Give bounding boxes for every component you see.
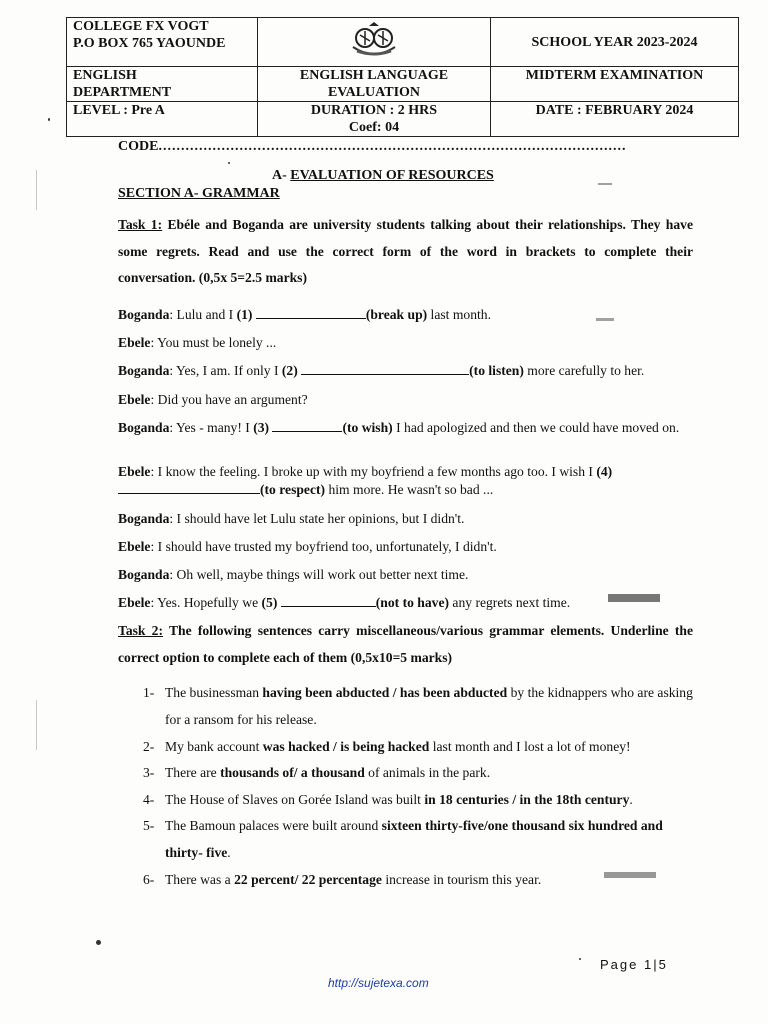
section-heading-prefix: A-: [272, 168, 291, 183]
scan-speck: [48, 118, 50, 121]
logo-cell: [258, 18, 491, 67]
speaker-name: Boganda: [118, 363, 170, 378]
coefficient: Coef: 04: [348, 120, 400, 135]
answer-options[interactable]: sixteen thirty-five/one thousand six hundred and thirty- five: [165, 818, 663, 860]
dialogue-line: Ebele: You must be lonely ...: [118, 335, 277, 350]
dialogue-line: Boganda: Yes, I am. If only I (2) (to listen) more carefully to her.: [118, 363, 645, 378]
item-text: [165, 759, 695, 786]
scan-mark: [596, 318, 614, 321]
dialogue-line: Ebele: Did you have an argument?: [118, 392, 308, 407]
verb-hint: (to listen): [469, 363, 524, 378]
dialogue-line: Boganda: Yes - many! I (3) (to wish) I had apologized and then we could have moved on.: [118, 420, 680, 435]
blank-number: (3): [253, 420, 273, 435]
dialogue-text: last month.: [427, 307, 491, 322]
school-address: P.O BOX 765 YAOUNDE: [73, 36, 226, 51]
dialogue-line: Boganda: Lulu and I (1) (break up) last month.: [118, 307, 491, 322]
grammar-item: [143, 759, 703, 786]
scan-mark: [36, 170, 37, 210]
verb-hint: (break up): [365, 307, 428, 322]
task1-text: Ebéle and Boganda are university students talking about their relationships. They have some regrets. Read and use the correct form of the word in brackets to complete their conversation. (0,5x 5=2.5 marks): [118, 217, 693, 285]
school-year: SCHOOL YEAR 2023-2024: [531, 34, 698, 50]
grammar-item: [143, 786, 703, 813]
item-text-post: .: [629, 792, 633, 807]
item-number: 5-: [143, 818, 155, 833]
dialogue-text: I had apologized and then we could have moved on.: [392, 420, 680, 435]
answer-blank[interactable]: [272, 419, 342, 432]
verb-hint: (to wish): [342, 420, 393, 435]
grammar-item: [143, 812, 703, 866]
item-text: [165, 679, 695, 733]
dialogue-text: any regrets next time.: [449, 595, 571, 610]
scan-mark: [598, 183, 612, 185]
verb-hint: (not to have): [375, 595, 450, 610]
item-text: [165, 812, 695, 866]
dialogue-text: more carefully to her.: [523, 363, 645, 378]
grammar-item: [143, 679, 703, 733]
dialogue-text: I should have let Lulu state her opinions, but I didn't.: [173, 511, 465, 526]
level: LEVEL : Pre A: [73, 103, 165, 118]
dialogue-text: Did you have an argument?: [154, 392, 308, 407]
item-text: [165, 866, 695, 893]
blank-number: (5): [261, 595, 281, 610]
answer-options[interactable]: was hacked / is being hacked: [262, 739, 430, 754]
dialogue-line: Boganda: I should have let Lulu state her opinions, but I didn't.: [118, 511, 465, 526]
subject-line2: EVALUATION: [327, 85, 421, 100]
duration: DURATION : 2 HRS: [310, 103, 438, 118]
exam-date: DATE : FEBRUARY 2024: [535, 103, 694, 118]
code-line: [118, 139, 626, 155]
department-line2: DEPARTMENT: [73, 85, 172, 100]
item-text: [165, 786, 695, 813]
page-number: Page 1|5: [600, 957, 668, 972]
scan-speck: [579, 958, 581, 960]
duration-cell: [258, 102, 491, 137]
blank-number: (1): [236, 307, 256, 322]
subject-cell: [258, 67, 491, 102]
dialogue-text: Yes - many! I: [173, 420, 254, 435]
speaker-name: Ebele: [118, 539, 151, 554]
exam-cell: [491, 67, 739, 102]
task1-label: Task 1:: [118, 217, 163, 232]
speaker-name: Ebele: [118, 392, 151, 407]
scan-speck: [228, 162, 230, 164]
school-cell: [67, 18, 258, 67]
date-cell: [491, 102, 739, 137]
department-line1: ENGLISH: [73, 68, 137, 83]
item-number: 4-: [143, 792, 155, 807]
school-year-cell: [491, 18, 739, 67]
dialogue-line: Boganda: Oh well, maybe things will work out better next time.: [118, 567, 469, 582]
item-number: 1-: [143, 685, 155, 700]
dialogue-text: Lulu and I: [173, 307, 237, 322]
scan-mark: [36, 700, 37, 750]
blank-number: (4): [596, 464, 613, 479]
dialogue-text: I know the feeling. I broke up with my boyfriend a few months ago too. I wish I: [154, 464, 597, 479]
speaker-name: Boganda: [118, 307, 170, 322]
subject-line1: ENGLISH LANGUAGE: [299, 68, 449, 83]
dialogue-text: Oh well, maybe things will work out better next time.: [173, 567, 469, 582]
verb-hint: (to respect): [260, 482, 326, 497]
dialogue-text: him more. He wasn't so bad ...: [325, 482, 494, 497]
item-text-pre: The House of Slaves on Gorée Island was built: [165, 792, 425, 807]
item-text-post: increase in tourism this year.: [381, 872, 542, 887]
task1-instructions: [118, 212, 693, 292]
dialogue-text: You must be lonely ...: [154, 335, 277, 350]
item-text-post: by the kidnappers who are asking for a ransom for his release.: [165, 685, 693, 727]
dialogue-text: Yes, I am. If only I: [173, 363, 282, 378]
grammar-item: [143, 866, 703, 893]
item-text-post: of animals in the park.: [364, 765, 491, 780]
dialogue-line: Ebele: Yes. Hopefully we (5) (not to have) any regrets next time.: [118, 595, 571, 610]
item-text-pre: There was a: [165, 872, 235, 887]
dialogue-text: I should have trusted my boyfriend too, unfortunately, I didn't.: [154, 539, 497, 554]
task2-text: The following sentences carry miscellaneous/various grammar elements. Underline the correct option to complete each of them (0,5x10=5 marks): [118, 623, 693, 665]
item-text-post: .: [227, 845, 231, 860]
level-cell: [67, 102, 258, 137]
item-text-post: last month and I lost a lot of money!: [429, 739, 631, 754]
answer-blank[interactable]: [281, 594, 376, 607]
item-number: 6-: [143, 872, 155, 887]
item-text-pre: The Bamoun palaces were built around: [165, 818, 382, 833]
scan-mark: [604, 872, 656, 878]
answer-options[interactable]: in 18 centuries / in the 18th century: [424, 792, 630, 807]
dialogue-text: Yes. Hopefully we: [154, 595, 262, 610]
item-number: 2-: [143, 739, 155, 754]
answer-blank[interactable]: [256, 306, 366, 319]
dialogue-line: Ebele: I know the feeling. I broke up with my boyfriend a few months ago too. I wish I (4) (to respect) him more. He wasn't so bad ...: [118, 464, 613, 497]
department-cell: [67, 67, 258, 102]
code-label: CODE: [118, 139, 159, 154]
speaker-name: Ebele: [118, 595, 151, 610]
item-text-pre: The businessman: [165, 685, 263, 700]
speaker-name: Ebele: [118, 464, 151, 479]
section-heading: [272, 168, 494, 184]
task2-label: Task 2:: [118, 623, 164, 638]
section-heading-title: EVALUATION OF RESOURCES: [290, 168, 494, 183]
answer-options[interactable]: having been abducted / has been abducted: [262, 685, 508, 700]
speaker-name: Boganda: [118, 511, 170, 526]
answer-options[interactable]: 22 percent/ 22 percentage: [234, 872, 382, 887]
code-dots: ........................................................................................................: [158, 139, 627, 154]
speaker-name: Ebele: [118, 335, 151, 350]
footer-url: http://sujetexa.com: [328, 976, 429, 990]
scan-mark: [608, 594, 660, 602]
header-table: [66, 17, 739, 137]
speaker-name: Boganda: [118, 420, 170, 435]
speaker-name: Boganda: [118, 567, 170, 582]
item-text: [165, 733, 695, 760]
item-text-pre: My bank account: [165, 739, 263, 754]
grammar-item: [143, 733, 703, 760]
task2-instructions: [118, 618, 693, 671]
item-number: 3-: [143, 765, 155, 780]
answer-blank[interactable]: [118, 481, 260, 494]
scan-speck: [96, 940, 101, 945]
dialogue-line: Ebele: I should have trusted my boyfriend too, unfortunately, I didn't.: [118, 539, 497, 554]
answer-options[interactable]: thousands of/ a thousand: [220, 765, 365, 780]
blank-number: (2): [281, 363, 302, 378]
exam-type: MIDTERM EXAMINATION: [525, 68, 704, 83]
school-name: COLLEGE FX VOGT: [73, 19, 209, 34]
answer-blank[interactable]: [301, 362, 469, 375]
item-text-pre: There are: [165, 765, 221, 780]
section-title: SECTION A- GRAMMAR: [118, 186, 280, 201]
school-crest-logo: [343, 21, 405, 66]
